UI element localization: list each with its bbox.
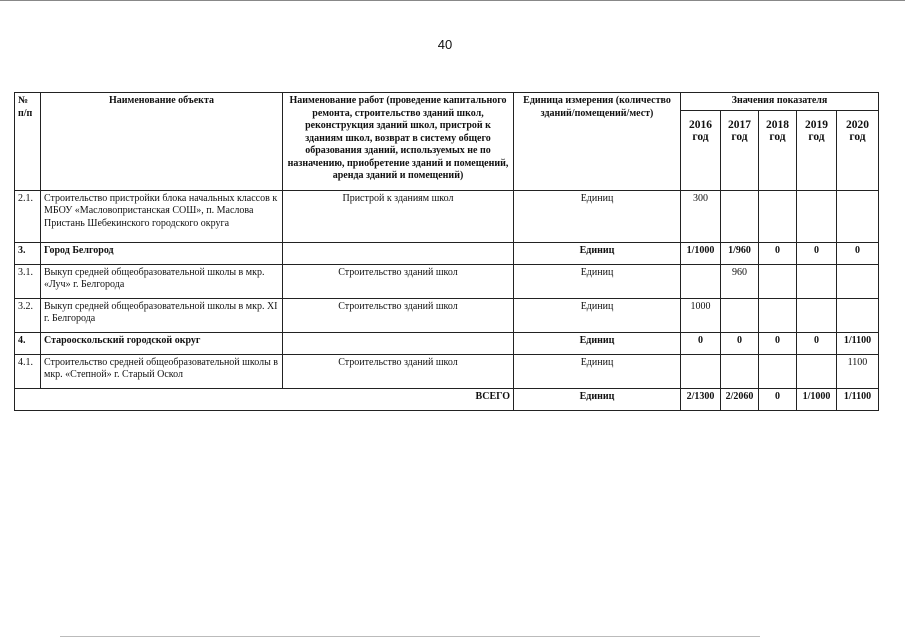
- row-value: [681, 354, 721, 388]
- row-unit: Единиц: [514, 332, 681, 354]
- row-value: 0: [797, 242, 837, 264]
- row-value: 0: [721, 332, 759, 354]
- row-works: Пристрой к зданиям школ: [283, 190, 514, 242]
- table-row: [15, 190, 879, 242]
- row-unit: Единиц: [514, 242, 681, 264]
- row-num: 4.1.: [15, 354, 41, 388]
- row-value: 960: [721, 264, 759, 298]
- header-year: 2018 год: [759, 110, 797, 190]
- row-value: [721, 298, 759, 332]
- header-num: № п/п: [15, 93, 41, 191]
- row-value: 0: [759, 332, 797, 354]
- row-value: 0: [797, 332, 837, 354]
- row-value: [797, 298, 837, 332]
- header-object: Наименование объекта: [41, 93, 283, 191]
- row-num: 2.1.: [15, 190, 41, 242]
- row-object: Город Белгород: [41, 242, 283, 264]
- total-value: 1/1000: [797, 388, 837, 410]
- header-values: Значения показателя: [681, 93, 879, 111]
- header-year: 2019 год: [797, 110, 837, 190]
- row-value: [797, 190, 837, 242]
- row-value: 1/1100: [837, 332, 879, 354]
- row-works: Строительство зданий школ: [283, 264, 514, 298]
- row-value: 1100: [837, 354, 879, 388]
- row-works: Строительство зданий школ: [283, 354, 514, 388]
- table-row: [15, 264, 879, 298]
- row-value: 1/1000: [681, 242, 721, 264]
- scan-edge-top: [0, 0, 905, 1]
- row-unit: Единиц: [514, 298, 681, 332]
- row-value: 0: [837, 242, 879, 264]
- row-object: Строительство средней общеобразовательной школы в мкр. «Степной» г. Старый Оскол: [41, 354, 283, 388]
- table-row: [15, 354, 879, 388]
- row-num: 3.: [15, 242, 41, 264]
- header-unit: Единица измерения (количество зданий/помещений/мест): [514, 93, 681, 191]
- table-row: [15, 242, 879, 264]
- row-object: Строительство пристройки блока начальных классов к МБОУ «Масловопристанская СОШ», п. Маслова Пристань Шебекинского городского округа: [41, 190, 283, 242]
- row-works: Строительство зданий школ: [283, 298, 514, 332]
- row-object: Выкуп средней общеобразовательной школы в мкр. «Луч» г. Белгорода: [41, 264, 283, 298]
- row-value: [797, 354, 837, 388]
- row-value: [721, 354, 759, 388]
- row-value: 1/960: [721, 242, 759, 264]
- row-value: [837, 298, 879, 332]
- row-num: 4.: [15, 332, 41, 354]
- row-value: [759, 264, 797, 298]
- row-value: 1000: [681, 298, 721, 332]
- row-value: [681, 264, 721, 298]
- page-number: 40: [437, 37, 453, 52]
- row-unit: Единиц: [514, 354, 681, 388]
- total-row: [15, 388, 879, 410]
- row-value: 0: [759, 242, 797, 264]
- header-year: 2020 год: [837, 110, 879, 190]
- table-row: [15, 332, 879, 354]
- table-body: [15, 190, 879, 388]
- row-unit: Единиц: [514, 264, 681, 298]
- row-value: [759, 190, 797, 242]
- row-works: [283, 242, 514, 264]
- row-value: [837, 190, 879, 242]
- row-value: [759, 354, 797, 388]
- total-value: 2/1300: [681, 388, 721, 410]
- header-works: Наименование работ (проведение капитального ремонта, строительство зданий школ, реконструкция зданий школ, пристрой к зданиям школ, возврат в систему общего образования зданий, используемых не по назначению, приобретение зданий и помещений, аренда зданий и помещений): [283, 93, 514, 191]
- total-unit: Единиц: [514, 388, 681, 410]
- row-value: [837, 264, 879, 298]
- row-value: 300: [681, 190, 721, 242]
- total-value: 0: [759, 388, 797, 410]
- total-label: ВСЕГО: [15, 388, 514, 410]
- row-works: [283, 332, 514, 354]
- total-value: 2/2060: [721, 388, 759, 410]
- header-year: 2016 год: [681, 110, 721, 190]
- indicator-table: [14, 92, 879, 411]
- row-object: Выкуп средней общеобразовательной школы в мкр. XI г. Белгорода: [41, 298, 283, 332]
- table-row: [15, 298, 879, 332]
- row-value: [797, 264, 837, 298]
- total-value: 1/1100: [837, 388, 879, 410]
- row-value: [721, 190, 759, 242]
- row-unit: Единиц: [514, 190, 681, 242]
- row-num: 3.1.: [15, 264, 41, 298]
- header-year: 2017 год: [721, 110, 759, 190]
- scan-edge-bottom: [60, 636, 760, 637]
- row-value: 0: [681, 332, 721, 354]
- row-value: [759, 298, 797, 332]
- row-num: 3.2.: [15, 298, 41, 332]
- row-object: Старооскольский городской округ: [41, 332, 283, 354]
